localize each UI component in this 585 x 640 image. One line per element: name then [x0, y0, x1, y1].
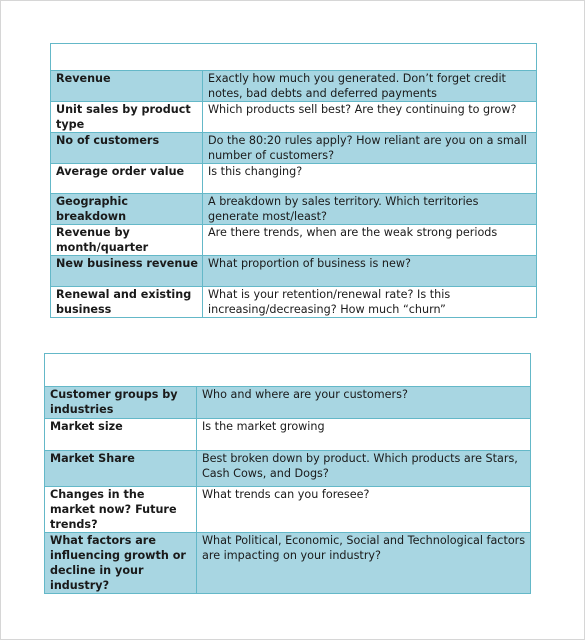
- table-row: [51, 102, 537, 133]
- table-row: [51, 194, 537, 225]
- row-label: What factors are influencing growth or decline in your industry?: [45, 533, 197, 594]
- row-description: Is the market growing: [197, 419, 531, 451]
- table-row: [45, 487, 531, 533]
- table-row: [45, 533, 531, 594]
- row-label: Revenue: [51, 71, 203, 102]
- row-description: Which products sell best? Are they continuing to grow?: [203, 102, 537, 133]
- row-label: Revenue by month/quarter: [51, 225, 203, 256]
- market-analysis-table: [44, 353, 531, 594]
- row-label: New business revenue: [51, 256, 203, 287]
- table-row: [51, 164, 537, 194]
- row-description: Do the 80:20 rules apply? How reliant are you on a small number of customers?: [203, 133, 537, 164]
- row-label: No of customers: [51, 133, 203, 164]
- table-header-cell: [45, 354, 531, 387]
- table-row: [45, 419, 531, 451]
- table-row: [51, 256, 537, 287]
- row-description: What is your retention/renewal rate? Is this increasing/decreasing? How much “churn”: [203, 287, 537, 318]
- table-header-row: [51, 44, 537, 71]
- table-header-row: [45, 354, 531, 387]
- row-label: Customer groups by industries: [45, 387, 197, 419]
- row-description: A breakdown by sales territory. Which territories generate most/least?: [203, 194, 537, 225]
- row-description: What trends can you foresee?: [197, 487, 531, 533]
- table-row: [45, 387, 531, 419]
- row-description: Is this changing?: [203, 164, 537, 194]
- row-label: Market Share: [45, 451, 197, 487]
- table-row: [45, 451, 531, 487]
- row-description: Exactly how much you generated. Don’t forget credit notes, bad debts and deferred payments: [203, 71, 537, 102]
- table-row: [51, 287, 537, 318]
- table-header-cell: [51, 44, 537, 71]
- table-row: [51, 71, 537, 102]
- row-description: Who and where are your customers?: [197, 387, 531, 419]
- table-row: [51, 133, 537, 164]
- row-label: Renewal and existing business: [51, 287, 203, 318]
- row-description: What Political, Economic, Social and Technological factors are impacting on your industry?: [197, 533, 531, 594]
- sales-metrics-table: [50, 43, 537, 318]
- row-label: Unit sales by product type: [51, 102, 203, 133]
- row-label: Changes in the market now? Future trends?: [45, 487, 197, 533]
- row-description: What proportion of business is new?: [203, 256, 537, 287]
- table-row: [51, 225, 537, 256]
- row-description: Best broken down by product. Which products are Stars, Cash Cows, and Dogs?: [197, 451, 531, 487]
- row-label: Market size: [45, 419, 197, 451]
- row-label: Average order value: [51, 164, 203, 194]
- row-label: Geographic breakdown: [51, 194, 203, 225]
- row-description: Are there trends, when are the weak strong periods: [203, 225, 537, 256]
